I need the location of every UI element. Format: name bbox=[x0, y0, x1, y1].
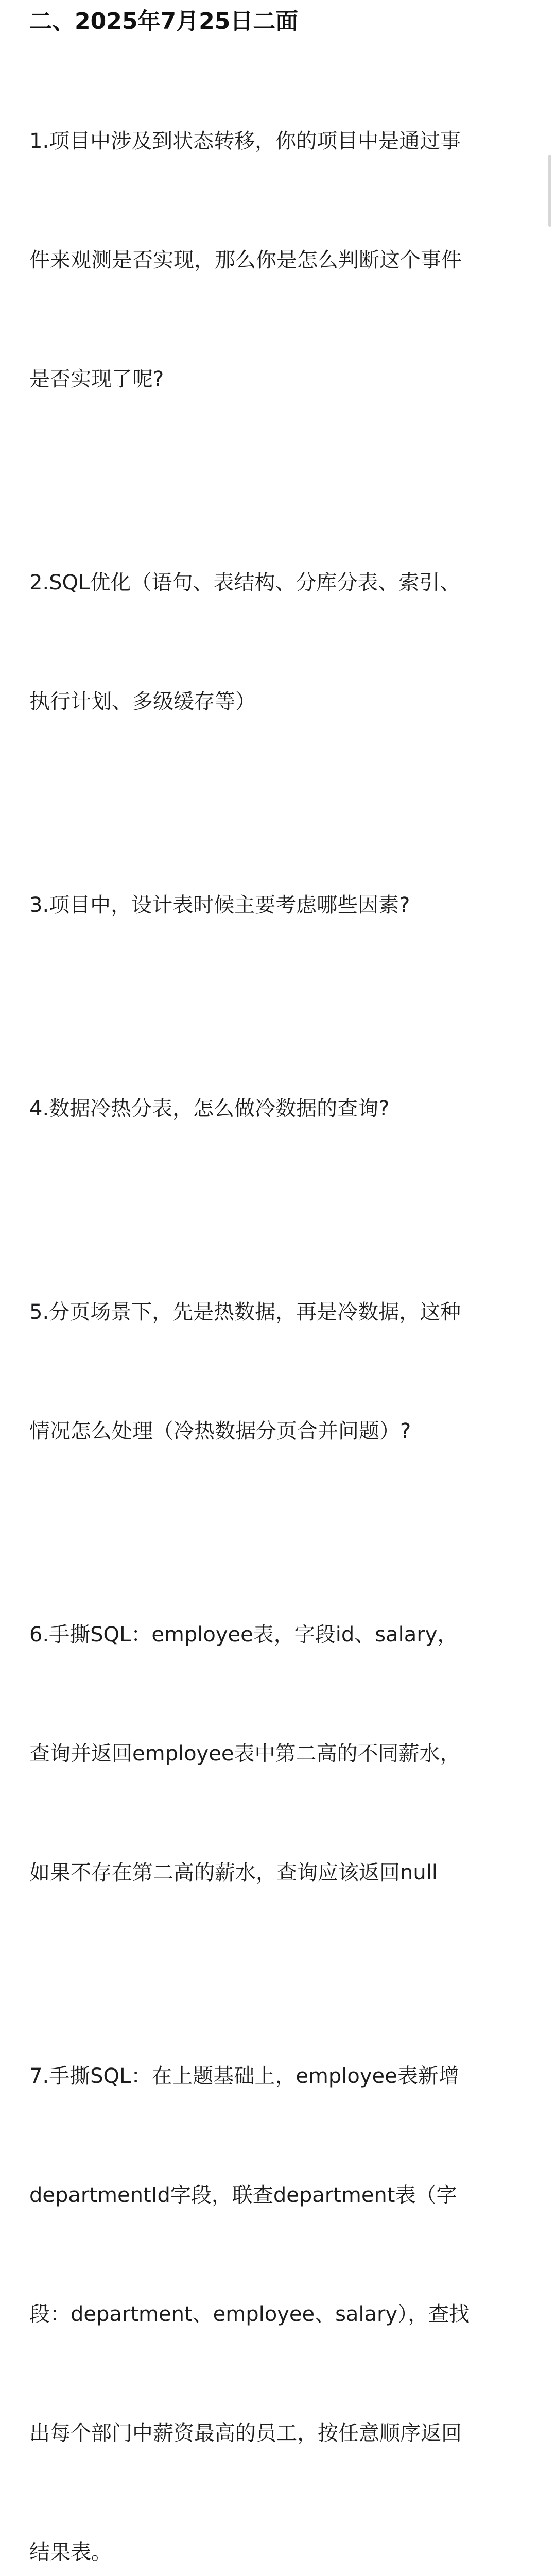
question-item bbox=[29, 806, 534, 1005]
document-body bbox=[29, 0, 534, 2576]
question-item bbox=[29, 484, 534, 801]
question-line: 4.数据冷热分表，怎么做冷数据的查询? bbox=[29, 1097, 390, 1121]
question-list bbox=[29, 42, 534, 2576]
question-line: 查询并返回employee表中第二高的不同薪水， bbox=[29, 1742, 461, 1766]
question-item bbox=[29, 1977, 534, 2576]
question-line: departmentId字段，联查department表（字 bbox=[29, 2183, 457, 2207]
section-heading: 二、2025年7月25日二面 bbox=[29, 8, 299, 35]
question-line: 出每个部门中薪资最高的员工，按任意顺序返回 bbox=[29, 2421, 462, 2445]
question-item bbox=[29, 1213, 534, 1531]
question-item bbox=[29, 42, 534, 479]
question-line: 是否实现了呢? bbox=[29, 367, 164, 391]
question-item bbox=[29, 1536, 534, 1972]
question-item bbox=[29, 1010, 534, 1208]
question-line: 2.SQL优化（语句、表结构、分库分表、索引、 bbox=[29, 571, 461, 595]
question-line: 结果表。 bbox=[29, 2540, 112, 2564]
question-line: 情况怎么处理（冷热数据分页合并问题）? bbox=[29, 1419, 411, 1443]
question-line: 7.手撕SQL：在上题基础上，employee表新增 bbox=[29, 2064, 459, 2088]
question-line: 6.手撕SQL：employee表，字段id、salary， bbox=[29, 1623, 458, 1647]
question-line: 如果不存在第二高的薪水，查询应该返回null bbox=[29, 1861, 438, 1885]
scrollbar[interactable] bbox=[548, 155, 551, 227]
question-line: 3.项目中，设计表时候主要考虑哪些因素? bbox=[29, 893, 410, 917]
question-line: 件来观测是否实现，那么你是怎么判断这个事件 bbox=[29, 248, 462, 272]
question-line: 1.项目中涉及到状态转移，你的项目中是通过事 bbox=[29, 129, 461, 153]
question-line: 段：department、employee、salary），查找 bbox=[29, 2302, 470, 2326]
question-line: 执行计划、多级缓存等） bbox=[29, 690, 256, 714]
question-line: 5.分页场景下，先是热数据，再是冷数据，这种 bbox=[29, 1300, 461, 1324]
